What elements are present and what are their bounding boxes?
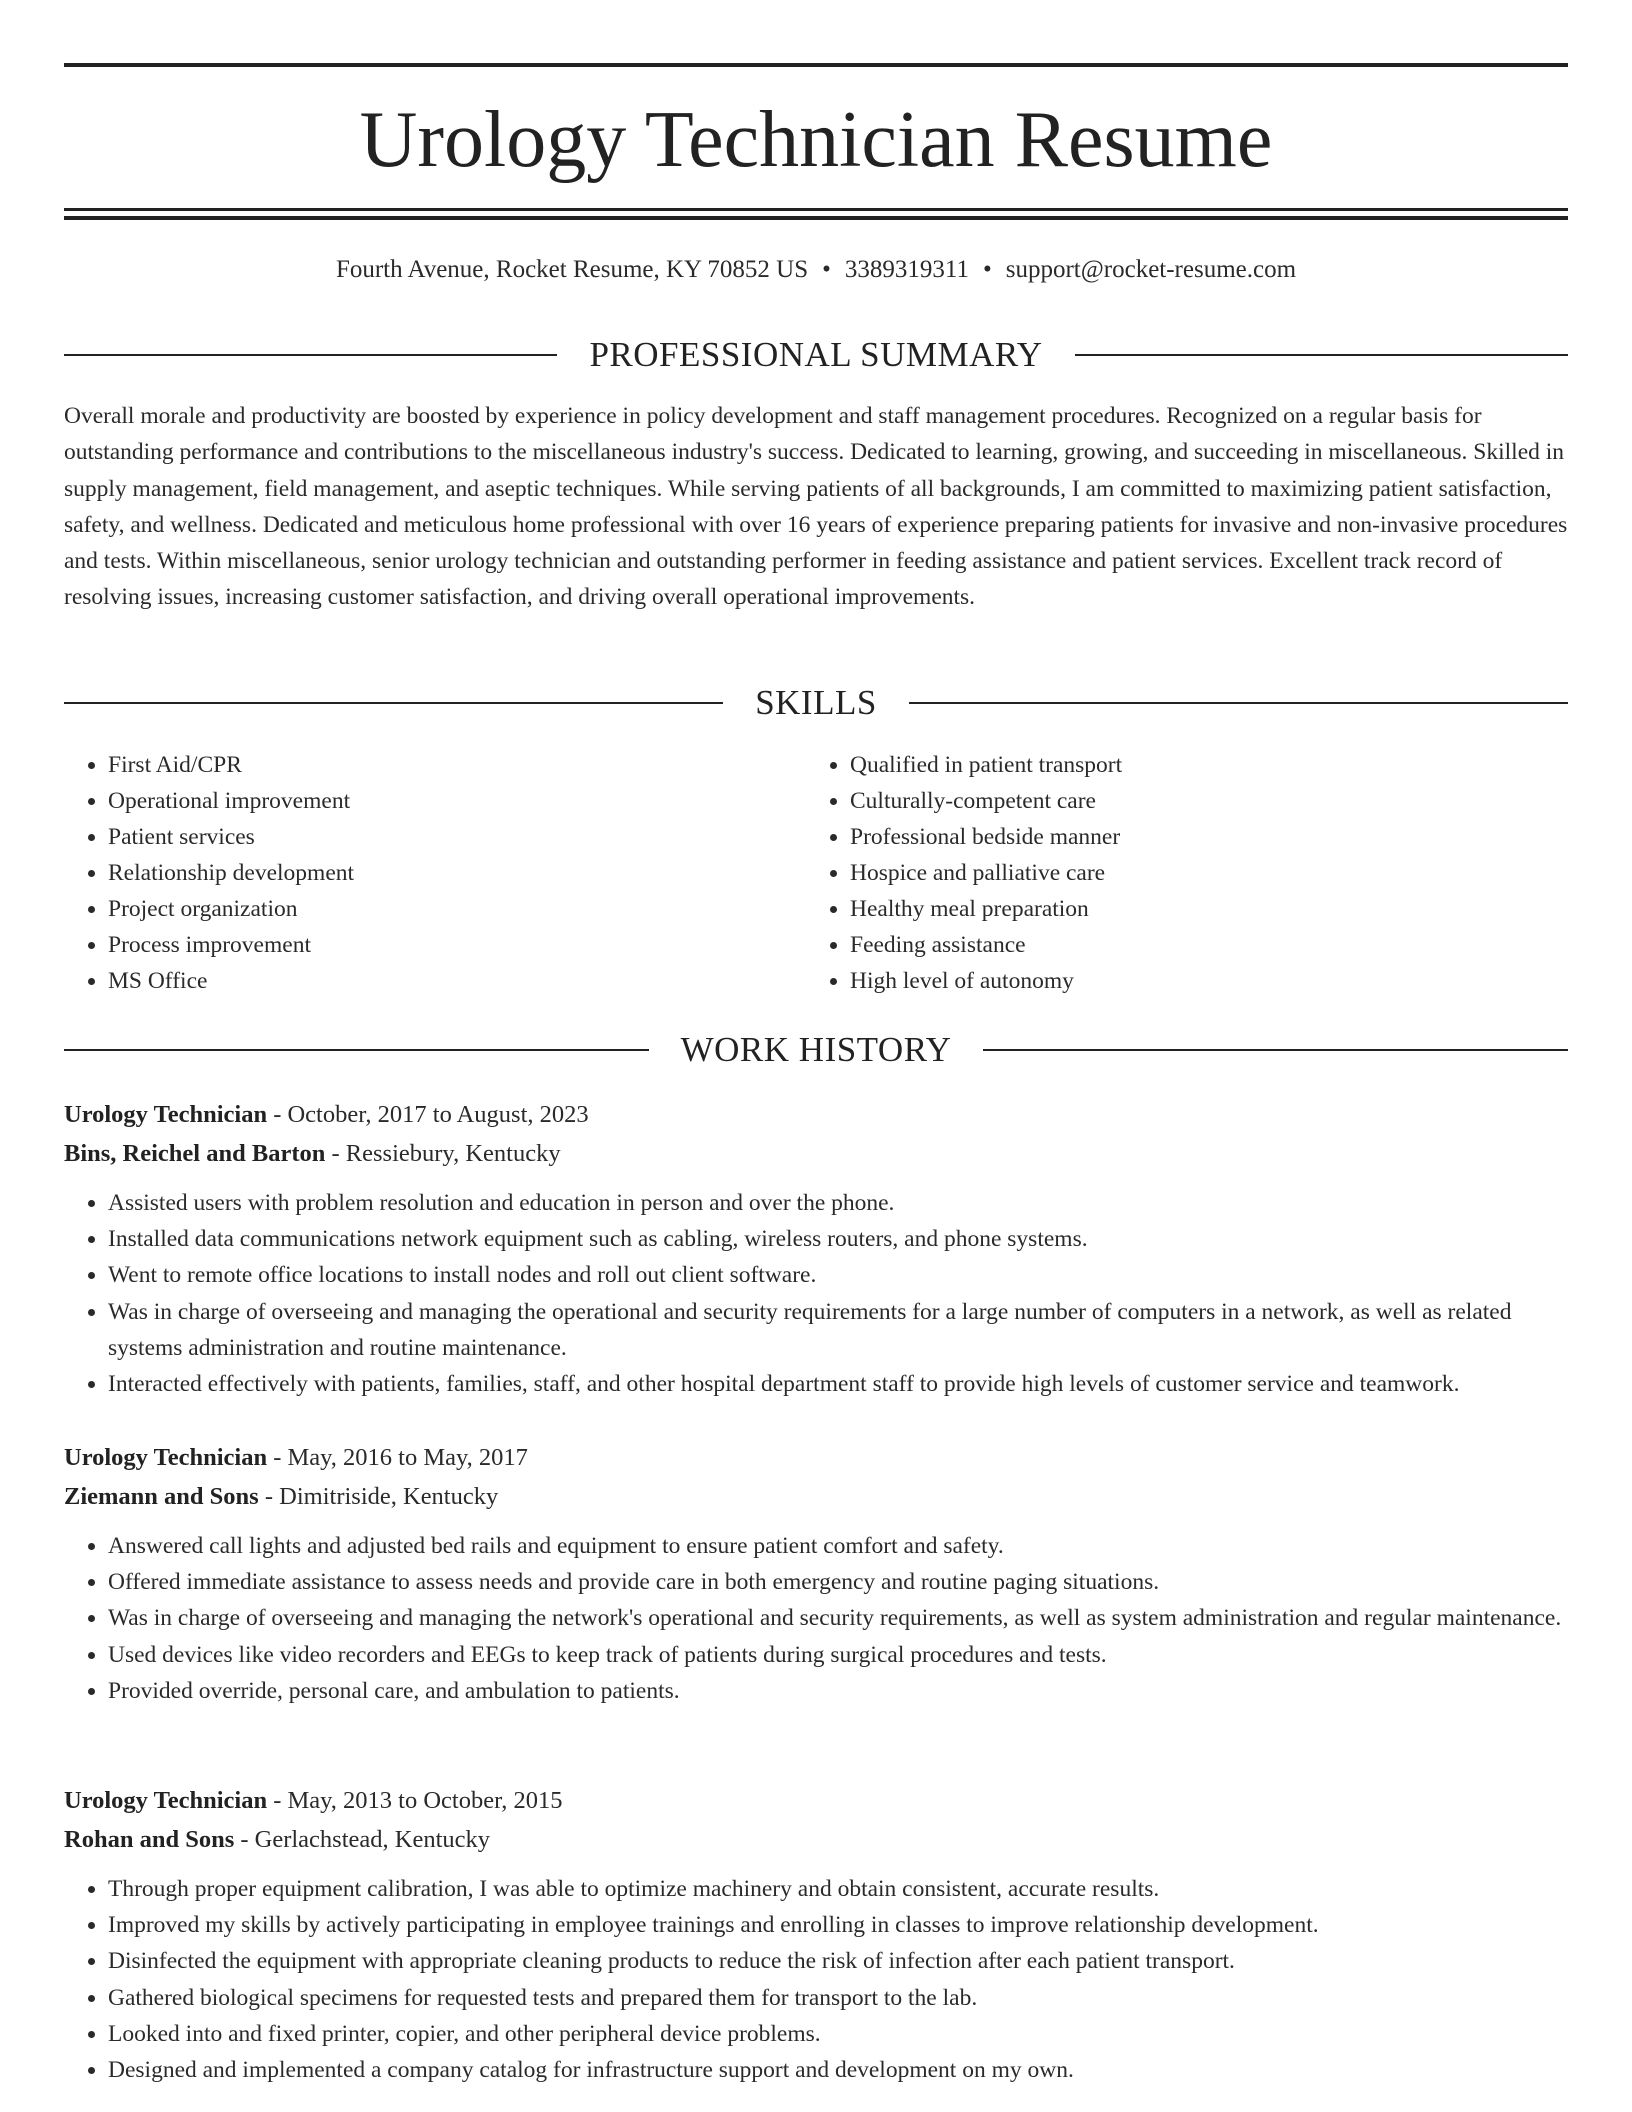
employer-line	[64, 1820, 1568, 1859]
job-duty-item: • Disinfected the equipment with appropriate cleaning products to reduce the risk of infection after each patient transport.	[108, 1943, 1568, 1979]
skill-item: • Project organization	[108, 891, 806, 927]
resume-title: Urology Technician Resume	[359, 96, 1273, 184]
heading-rule	[64, 702, 723, 704]
section-heading-summary	[64, 333, 1568, 377]
skill-item: • Patient services	[108, 819, 806, 855]
section-title: SKILLS	[755, 683, 877, 722]
skill-item: • High level of autonomy	[850, 963, 1548, 999]
skills-column-left	[64, 747, 806, 999]
heading-rule	[64, 354, 557, 356]
section-heading-skills	[64, 681, 1568, 725]
contact-address: Fourth Avenue, Rocket Resume, KY 70852 US	[335, 256, 809, 283]
employer-location: - Ressiebury, Kentucky	[325, 1140, 561, 1167]
employer-name: Bins, Reichel and Barton	[64, 1140, 326, 1167]
employer-location: - Gerlachstead, Kentucky	[234, 1826, 491, 1853]
job-dates: - May, 2013 to October, 2015	[267, 1787, 563, 1814]
employer-line	[64, 1477, 1568, 1516]
skill-item: • Culturally-competent care	[850, 783, 1548, 819]
job-title: Urology Technician	[64, 1101, 268, 1128]
job-dates: - October, 2017 to August, 2023	[267, 1101, 589, 1128]
job-title: Urology Technician	[64, 1444, 268, 1471]
skill-item: • First Aid/CPR	[108, 747, 806, 783]
job-title-line	[64, 1781, 1568, 1820]
job-duties	[64, 1528, 1568, 1709]
job-duty-item: • Offered immediate assistance to assess needs and provide care in both emergency and routine paging situations.	[108, 1564, 1568, 1600]
skill-item: • Operational improvement	[108, 783, 806, 819]
skills-column-right	[806, 747, 1548, 999]
job-duty-item: • Was in charge of overseeing and managing the operational and security requirements for a large number of computers in a network, as well as related systems administration and routine maintenance.	[108, 1294, 1568, 1366]
job-duty-item: • Designed and implemented a company catalog for infrastructure support and development on my own.	[108, 2052, 1568, 2088]
job-duty-item: • Through proper equipment calibration, I was able to optimize machinery and obtain consistent, accurate results.	[108, 1871, 1568, 1907]
heading-rule	[909, 702, 1568, 704]
top-rule	[64, 63, 1568, 67]
job-duty-item: • Was in charge of overseeing and managing the network's operational and security requirements, as well as system administration and regular maintenance.	[108, 1600, 1568, 1636]
job-duty-item: • Looked into and fixed printer, copier, and other peripheral device problems.	[108, 2016, 1568, 2052]
job-title-line	[64, 1438, 1568, 1477]
employer-name: Rohan and Sons	[64, 1826, 235, 1853]
skill-item: • MS Office	[108, 963, 806, 999]
job-duty-item: • Installed data communications network equipment such as cabling, wireless routers, and phone systems.	[108, 1221, 1568, 1257]
skill-item: • Hospice and palliative care	[850, 855, 1548, 891]
skill-item: • Healthy meal preparation	[850, 891, 1548, 927]
heading-rule	[64, 1049, 649, 1051]
contact-email: support@rocket-resume.com	[1005, 256, 1297, 283]
job-title: Urology Technician	[64, 1787, 268, 1814]
employer-line	[64, 1134, 1568, 1173]
job-duty-item: • Gathered biological specimens for requested tests and prepared them for transport to the lab.	[108, 1980, 1568, 2016]
job-title-line	[64, 1095, 1568, 1134]
work-entry	[64, 1095, 1568, 1402]
contact-line	[64, 252, 1568, 288]
work-entry	[64, 1438, 1568, 1709]
job-duty-item: • Provided override, personal care, and ambulation to patients.	[108, 1673, 1568, 1709]
job-duty-item: • Interacted effectively with patients, families, staff, and other hospital department staff to provide high levels of customer service and teamwork.	[108, 1366, 1568, 1402]
section-title: PROFESSIONAL SUMMARY	[589, 335, 1043, 374]
title-double-rule	[64, 208, 1568, 220]
employer-location: - Dimitriside, Kentucky	[258, 1483, 499, 1510]
employer-name: Ziemann and Sons	[64, 1483, 259, 1510]
heading-rule	[1075, 354, 1568, 356]
contact-separator: •	[982, 256, 992, 283]
job-duty-item: • Assisted users with problem resolution and education in person and over the phone.	[108, 1185, 1568, 1221]
job-duty-item: • Improved my skills by actively participating in employee trainings and enrolling in classes to improve relationship development.	[108, 1907, 1568, 1943]
contact-separator: •	[822, 256, 831, 283]
skill-item: • Professional bedside manner	[850, 819, 1548, 855]
skill-item: • Feeding assistance	[850, 927, 1548, 963]
skill-item: • Qualified in patient transport	[850, 747, 1548, 783]
job-duty-item: • Answered call lights and adjusted bed rails and equipment to ensure patient comfort and safety.	[108, 1528, 1568, 1564]
job-duty-item: • Used devices like video recorders and EEGs to keep track of patients during surgical procedures and tests.	[108, 1637, 1568, 1673]
work-entry	[64, 1781, 1568, 2088]
professional-summary-text: Overall morale and productivity are boosted by experience in policy development and staff management procedures. Recognized on a regular basis for outstanding performance and contributions to the miscellaneous industry's success. Dedicated to learning, growing, and succeeding in miscellaneous. Skilled in supply management, field management, and aseptic techniques. While serving patients of all backgrounds, I am committed to maximizing patient satisfaction, safety, and wellness. Dedicated and meticulous home professional with over 16 years of experience preparing patients for invasive and non-invasive procedures and tests. Within miscellaneous, senior urology technician and outstanding performer in feeding assistance and patient services. Excellent track record of resolving issues, increasing customer satisfaction, and driving overall operational improvements.	[64, 403, 1568, 611]
heading-rule	[983, 1049, 1568, 1051]
job-duties	[64, 1185, 1568, 1402]
skill-item: • Relationship development	[108, 855, 806, 891]
skill-item: • Process improvement	[108, 927, 806, 963]
section-heading-work-history	[64, 1028, 1568, 1072]
job-duty-item: • Went to remote office locations to install nodes and roll out client software.	[108, 1257, 1568, 1293]
job-duties	[64, 1871, 1568, 2088]
section-title: WORK HISTORY	[680, 1030, 952, 1069]
job-dates: - May, 2016 to May, 2017	[267, 1444, 528, 1471]
contact-phone: 3389319311	[844, 256, 969, 283]
skills-list	[64, 747, 1568, 999]
